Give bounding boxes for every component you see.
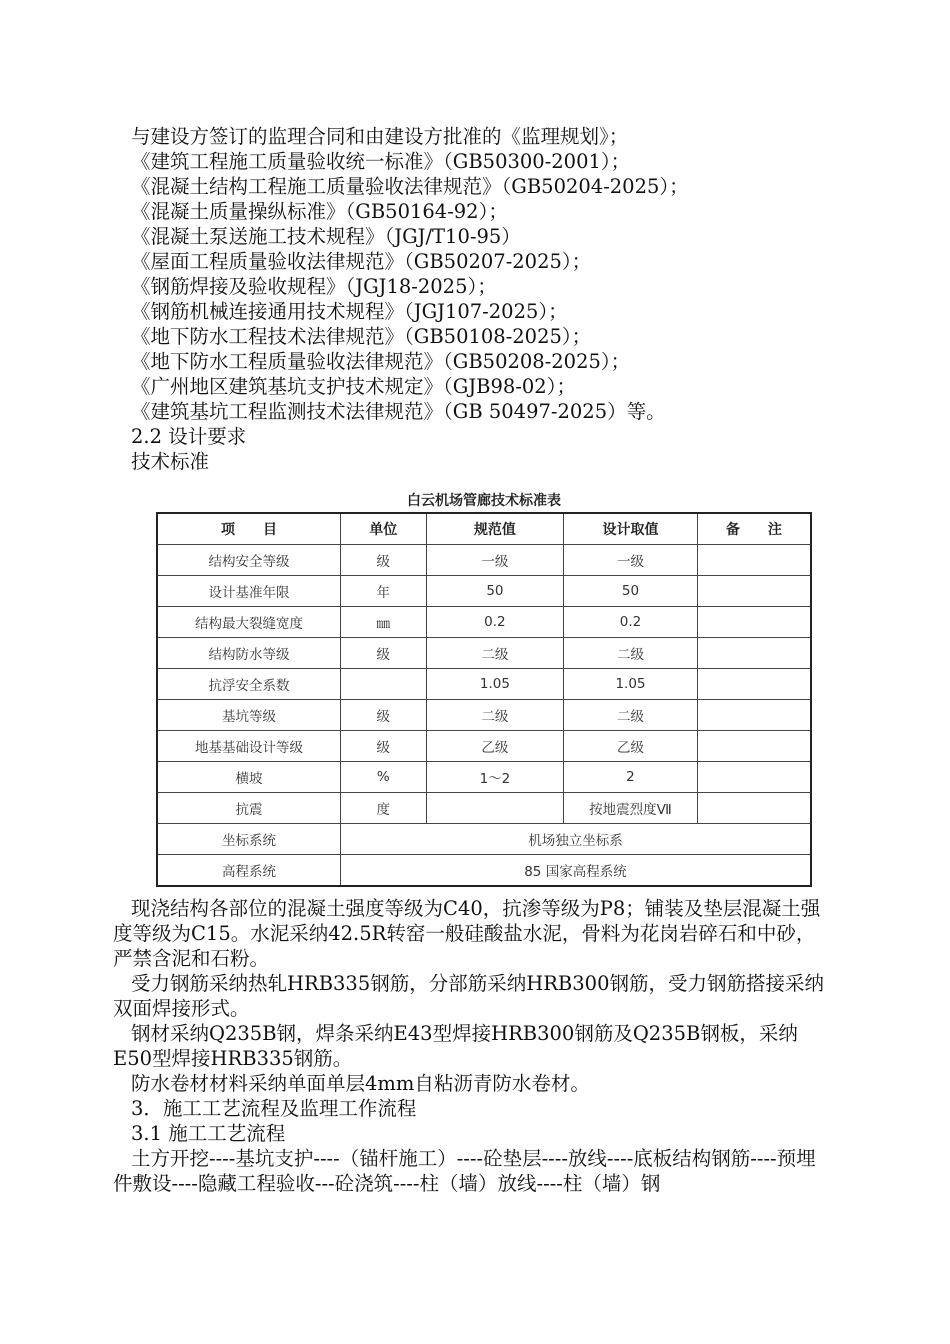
- table-cell: 一级: [426, 545, 564, 576]
- table-cell: 50: [426, 576, 564, 607]
- table-cell: [697, 576, 811, 607]
- paragraph: 土方开挖----基坑支护----（锚杆施工）----砼垫层----放线----底板结构钢筋----预埋件敷设----隐藏工程验收---砼浇筑----柱（墙）放线----柱（墙）钢: [113, 1147, 816, 1195]
- table-cell: 级: [340, 545, 426, 576]
- table-cell: [697, 669, 811, 700]
- table-row: [157, 576, 811, 607]
- table-cell: [697, 731, 811, 762]
- table-cell: 1.05: [564, 669, 698, 700]
- table-cell: 2: [564, 762, 698, 793]
- standard-line: 《混凝土质量操纵标准》（GB50164-92）；: [131, 200, 508, 223]
- table-cell: 结构防水等级: [157, 638, 340, 669]
- paragraph: 防水卷材材料采纳单面单层4mm自粘沥青防水卷材。: [131, 1072, 590, 1095]
- table-cell: 二级: [564, 700, 698, 731]
- table-row: [157, 731, 811, 762]
- table-cell: 结构最大裂缝宽度: [157, 607, 340, 638]
- table-cell: 年: [340, 576, 426, 607]
- table-cell: [426, 793, 564, 824]
- paragraph: 现浇结构各部位的混凝土强度等级为C40，抗渗等级为P8；铺装及垫层混凝土强度等级为C15。水泥采纳42.5R转窑一般硅酸盐水泥，骨料为花岗岩碎石和中砂，严禁含泥和石粉。: [113, 897, 821, 970]
- table-cell: 二级: [564, 638, 698, 669]
- header-cell: 规范值: [426, 513, 564, 545]
- header-cell: 单位: [340, 513, 426, 545]
- standard-line: 《钢筋机械连接通用技术规程》（JGJ107-2025）；: [131, 300, 568, 323]
- paragraph: 受力钢筋采纳热轧HRB335钢筋，分部筋采纳HRB300钢筋，受力钢筋搭接采纳双面焊接形式。: [113, 972, 824, 1020]
- table-cell: 级: [340, 638, 426, 669]
- table-cell: 坐标系统: [157, 824, 340, 855]
- table-cell: 1.05: [426, 669, 564, 700]
- technical-standard-table: [156, 512, 812, 887]
- header-cell: 设计取值: [564, 513, 698, 545]
- table-row: [157, 824, 811, 855]
- header-cell: 项 目: [157, 513, 340, 545]
- table-cell: 二级: [426, 638, 564, 669]
- table-cell: [697, 762, 811, 793]
- table-title: 白云机场管廊技术标准表: [407, 493, 561, 509]
- standard-line: 《广州地区建筑基坑支护技术规定》（GJB98-02）；: [131, 375, 576, 398]
- table-row: [157, 700, 811, 731]
- table-cell: [697, 793, 811, 824]
- standard-line: 《混凝土结构工程施工质量验收法律规范》（GB50204-2025）；: [131, 175, 689, 198]
- table-cell: 85 国家高程系统: [340, 855, 811, 887]
- table-row: [157, 855, 811, 887]
- table-cell: 二级: [426, 700, 564, 731]
- table-row: [157, 762, 811, 793]
- table-cell: 度: [340, 793, 426, 824]
- table-cell: 乙级: [564, 731, 698, 762]
- table-row: [157, 638, 811, 669]
- table-cell: %: [340, 762, 426, 793]
- section-heading: 2.2 设计要求: [131, 425, 247, 448]
- table-cell: 一级: [564, 545, 698, 576]
- table-cell: 基坑等级: [157, 700, 340, 731]
- standard-line: 与建设方签订的监理合同和由建设方批准的《监理规划》；: [131, 125, 629, 148]
- table-cell: 1～2: [426, 762, 564, 793]
- table-cell: 地基基础设计等级: [157, 731, 340, 762]
- table-cell: [697, 607, 811, 638]
- standard-line: 《建筑基坑工程监测技术法律规范》（GB 50497-2025）等。: [131, 400, 666, 423]
- section-heading: 3.1 施工工艺流程: [131, 1122, 286, 1145]
- table-row: [157, 607, 811, 638]
- table-cell: 50: [564, 576, 698, 607]
- paragraph: 钢材采纳Q235B钢，焊条采纳E43型焊接HRB300钢筋及Q235B钢板，采纳E50型焊接HRB335钢筋。: [113, 1022, 798, 1070]
- table-row: [157, 669, 811, 700]
- table-cell: 级: [340, 731, 426, 762]
- table-cell: 结构安全等级: [157, 545, 340, 576]
- section-heading: 3．施工工艺流程及监理工作流程: [131, 1097, 417, 1120]
- subheading: 技术标准: [131, 450, 210, 473]
- body-paragraphs: [113, 896, 833, 1196]
- standard-line: 《屋面工程质量验收法律规范》（GB50207-2025）；: [131, 250, 592, 273]
- table-row: [157, 545, 811, 576]
- table-cell: 抗震: [157, 793, 340, 824]
- standard-line: 《地下防水工程技术法律规范》（GB50108-2025）；: [131, 325, 592, 348]
- standard-line: 《混凝土泵送施工技术规程》（JGJ/T10-95）: [131, 225, 521, 248]
- table-cell: [697, 700, 811, 731]
- table-cell: 机场独立坐标系: [340, 824, 811, 855]
- table-cell: 设计基准年限: [157, 576, 340, 607]
- table-cell: [697, 638, 811, 669]
- table-cell: [340, 669, 426, 700]
- table-cell: 横坡: [157, 762, 340, 793]
- standard-line: 《建筑工程施工质量验收统一标准》（GB50300-2001）；: [131, 150, 631, 173]
- table-cell: 乙级: [426, 731, 564, 762]
- table-cell: 按地震烈度Ⅶ: [564, 793, 698, 824]
- table-cell: ㎜: [340, 607, 426, 638]
- table-cell: 级: [340, 700, 426, 731]
- table-cell: 0.2: [564, 607, 698, 638]
- table-row: [157, 793, 811, 824]
- table-cell: 0.2: [426, 607, 564, 638]
- table-cell: [697, 545, 811, 576]
- header-cell: 备 注: [697, 513, 811, 545]
- table-cell: 高程系统: [157, 855, 340, 887]
- standard-line: 《地下防水工程质量验收法律规范》（GB50208-2025）；: [131, 350, 631, 373]
- table-header-row: [157, 513, 811, 545]
- standard-line: 《钢筋焊接及验收规程》（JGJ18-2025）；: [131, 275, 497, 298]
- table-cell: 抗浮安全系数: [157, 669, 340, 700]
